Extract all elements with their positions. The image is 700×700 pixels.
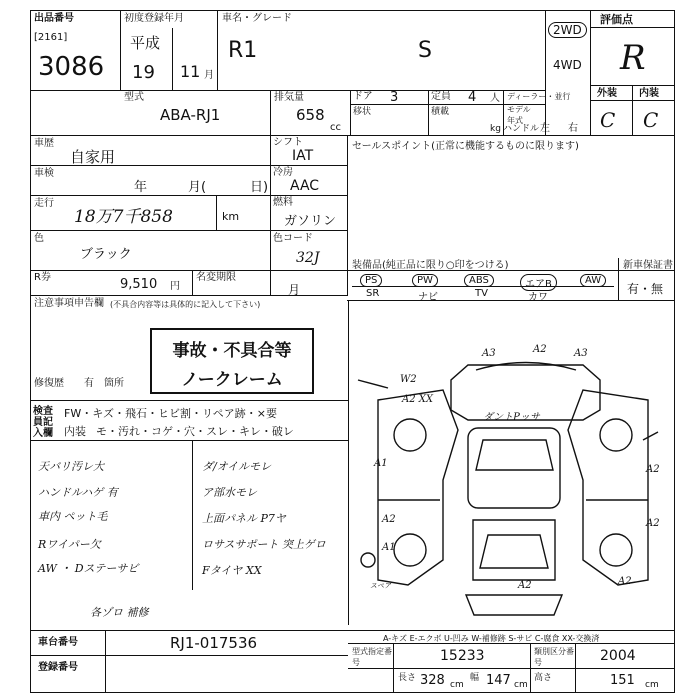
repair-suffix: 箇所 (104, 378, 124, 389)
usage-label: 車歴 (34, 138, 54, 149)
equip-leather: カワ (528, 292, 548, 303)
load-label: 積載 (431, 107, 450, 117)
kg-label: kg (490, 124, 501, 134)
doors-value: 3 (390, 90, 399, 105)
equipment-label: 装備品(純正品に限り○印をつける) (352, 260, 509, 271)
reg-month-suffix: 月 (204, 70, 214, 81)
equip-pw: PW (412, 274, 438, 287)
class-value: 2004 (600, 648, 636, 664)
color-value: ブラック (80, 247, 132, 262)
diagram-annotation-9: A2 (382, 514, 396, 525)
color-code-value: 32J (296, 250, 320, 266)
first-reg-label: 初度登録年月 (124, 13, 184, 24)
drive-4wd: 4WD (553, 58, 582, 72)
repair-label: 修復歴 (34, 378, 64, 389)
model-year-label: モデル年式 (507, 105, 531, 125)
diagram-annotation-14: スペア (370, 582, 391, 590)
inspection-label: 車検 (34, 168, 54, 179)
note-right-2: ア部水モレ (202, 486, 257, 499)
stamp-line-1: 事故・不具合等 (172, 341, 292, 361)
reg-month: 11 (180, 62, 201, 81)
color-label: 色 (34, 233, 44, 244)
diagram-annotation-12: A2 (518, 580, 532, 591)
exterior-score: C (600, 108, 616, 132)
height-label: 高さ (534, 673, 553, 683)
era: 平成 (130, 34, 161, 52)
mileage-unit: km (222, 210, 240, 223)
diagram-annotation-3: A3 (574, 348, 588, 359)
type-cert-value: 15233 (440, 648, 485, 664)
diagram-annotation-10: A2 (646, 518, 660, 529)
diagram-annotation-6: ダントPッサ (483, 412, 540, 423)
chassis-value: RJ1-017536 (170, 634, 258, 652)
displacement-unit: cc (330, 122, 341, 133)
car-name-label: 車名・グレード (222, 13, 292, 24)
car-name: R1 (228, 38, 258, 63)
reg-number-label: 登録番号 (38, 662, 78, 673)
repair-value: 有 (84, 378, 94, 389)
damage-legend: A-キズ E-エクボ U-凹み W-補修跡 S-サビ C-腐食 XX-交換済 (383, 634, 600, 643)
displacement-label: 排気量 (274, 92, 304, 103)
inspector-label: 検査員記入欄 (33, 406, 53, 439)
note-left-3: 車内 ペット毛 (38, 510, 108, 523)
class-label: 類別区分番号 (534, 647, 574, 667)
grade: S (418, 38, 432, 63)
inspector-row-1: FW・キズ・飛石・ヒビ割・リペア跡・×要 (64, 407, 277, 420)
note-right-3: 上面パネル P7ヤ (202, 512, 286, 525)
handle-left: 左 (540, 123, 550, 134)
handle-right: 右 (568, 123, 578, 134)
doors-label: ドア (353, 91, 373, 102)
displacement-value: 658 (296, 106, 325, 124)
length-value: 328 (420, 673, 445, 688)
dealer-label: ディーラー・並行 (507, 92, 571, 101)
note-left-1: 天バリ汚レ大 (38, 460, 104, 473)
equip-aw: AW (580, 274, 606, 287)
equip-abs: ABS (464, 274, 494, 287)
equip-ps: PS (360, 274, 382, 287)
diagram-annotation-1: A3 (482, 348, 496, 359)
interior-score: C (643, 108, 659, 132)
recycle-fee: 9,510 (120, 277, 158, 292)
width-unit: cm (514, 680, 528, 690)
height-value: 151 (610, 673, 635, 688)
equip-sr: SR (366, 288, 380, 299)
inspection-year: 年 (134, 180, 148, 195)
handle-label: ハンドル (503, 124, 540, 134)
width-label: 幅 (470, 673, 480, 683)
note-left-4: Rワイパー欠 (38, 538, 101, 551)
equip-navi: ナビ (418, 292, 438, 303)
new-car-value: 有・無 (627, 282, 664, 296)
ac-value: AAC (290, 178, 320, 194)
capacity-unit: 人 (490, 93, 500, 104)
mileage-value: 18万7千858 (74, 207, 173, 227)
fuel-label: 燃料 (273, 197, 293, 208)
model-label: 型式 (124, 92, 144, 103)
no-claim-stamp (150, 328, 314, 394)
note-left-6: 各ゾロ 補修 (90, 606, 149, 619)
capacity-value: 4 (468, 90, 477, 105)
chassis-label: 車台番号 (38, 637, 78, 648)
recycle-unit: 円 (170, 281, 180, 292)
name-change-month: 月 (288, 283, 301, 297)
type-cert-label: 型式指定番号 (352, 647, 392, 667)
height-unit: cm (645, 680, 659, 690)
caution-label: 注意事項申告欄 (34, 298, 104, 309)
width-value: 147 (486, 673, 511, 688)
reg-year: 19 (132, 62, 155, 83)
inspection-day: 日) (250, 180, 269, 195)
inspection-month: 月( (188, 180, 207, 195)
diagram-annotation-7: A1 (374, 458, 388, 469)
recycle-label: R券 (34, 272, 51, 283)
new-car-label: 新車保証書 (623, 260, 673, 271)
caution-note: (不具合内容等は具体的に記入して下さい) (110, 300, 261, 309)
diagram-annotation-13: A2 (618, 576, 632, 587)
lot-label: 出品番号 (34, 13, 74, 24)
diagram-annotation-4: W2 (400, 374, 417, 385)
diagram-annotation-2: A2 (533, 344, 547, 355)
note-right-4: ロサスサポート 突上ゲロ (202, 538, 326, 551)
inspector-row-2: モ・汚れ・コゲ・穴・スレ・キレ・破レ (96, 425, 294, 438)
note-right-1: ダ/オイルモレ (202, 460, 272, 473)
shift-value: IAT (292, 148, 314, 164)
inspector-row-2-prefix: 内装 (64, 425, 86, 438)
score-value: R (620, 38, 646, 78)
lot-code: [2161] (34, 32, 68, 43)
ac-label: 冷房 (273, 167, 293, 178)
car-diagram (348, 340, 678, 625)
length-label: 長さ (398, 673, 417, 683)
equip-tv: TV (475, 288, 488, 299)
mileage-label: 走行 (34, 198, 54, 209)
shift-label: シフト (273, 137, 303, 148)
sales-point-label: セールスポイント(正常に機能するものに限ります) (352, 141, 579, 152)
note-left-5: AW ・ Dステーサビ (38, 562, 139, 575)
usage-value: 自家用 (70, 148, 116, 166)
stamp-line-2: ノークレーム (181, 370, 283, 390)
note-right-5: Fタイヤ XX (202, 564, 262, 577)
name-change-label: 名変期限 (196, 272, 236, 283)
note-left-2: ハンドルハゲ 有 (38, 486, 118, 499)
diagram-annotation-8: A2 (646, 464, 660, 475)
fuel-value: ガソリン (284, 214, 337, 229)
score-label: 評価点 (600, 13, 633, 26)
exterior-label: 外装 (597, 88, 617, 99)
lot-number: 3086 (38, 52, 105, 82)
length-unit: cm (450, 680, 464, 690)
drive-2wd: 2WD (548, 22, 587, 38)
diagram-annotation-11: A1 (382, 542, 396, 553)
model-value: ABA-RJ1 (160, 106, 221, 124)
capacity-label: 定員 (431, 91, 451, 102)
equip-airbag: エアB (520, 274, 557, 291)
color-code-label: 色コード (273, 233, 313, 244)
interior-label: 内装 (639, 88, 659, 99)
diagram-annotation-5: A2 XX (402, 394, 434, 405)
move-label: 移状 (353, 107, 372, 117)
